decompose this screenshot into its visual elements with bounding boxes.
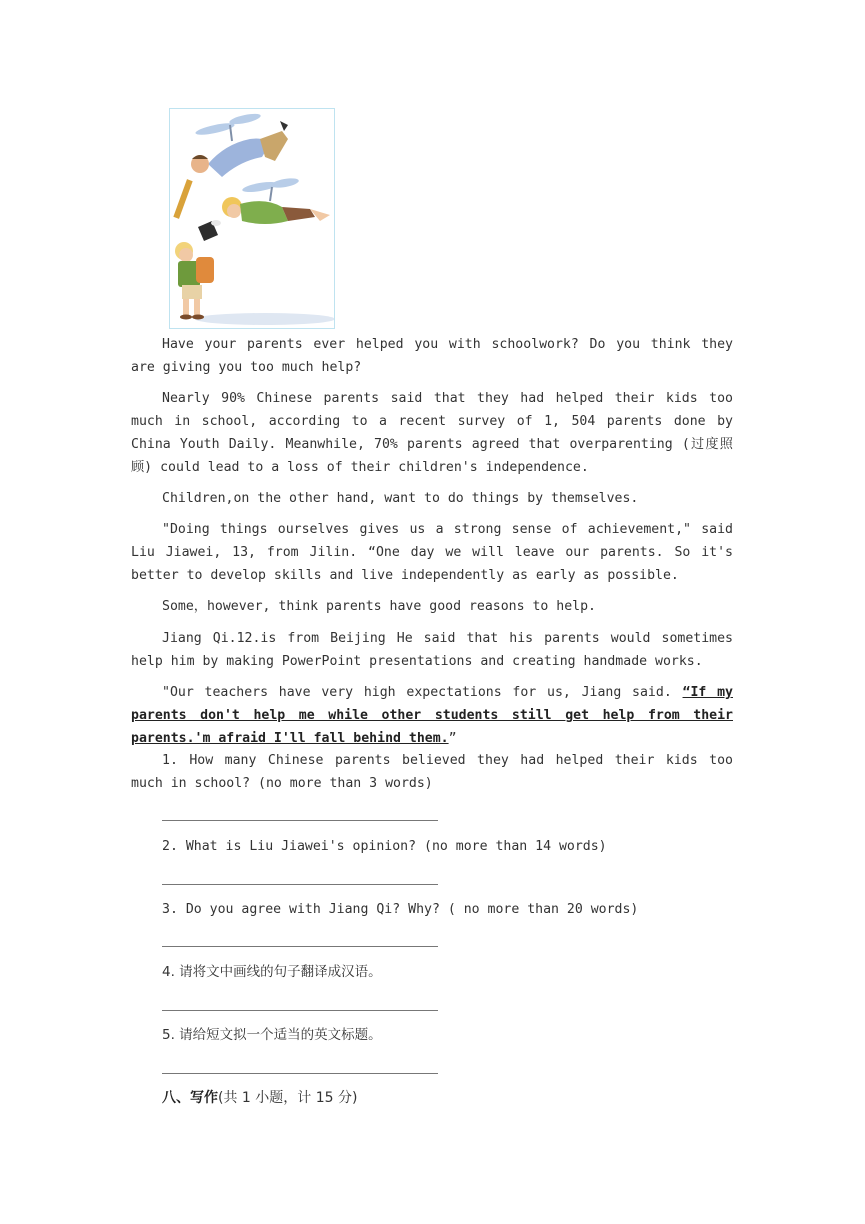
question-3: 3. Do you agree with Jiang Qi? Why? ( no more than 20 words) [162, 902, 639, 917]
quote-end: ” [448, 731, 457, 746]
question-2: 2. What is Liu Jiawei's opinion? (no more than 14 words) [162, 839, 607, 854]
answer-line-2[interactable] [162, 884, 438, 885]
paragraph-text: Have your parents ever helped you with schoolwork? Do you think they are giving you too much help? [131, 337, 733, 375]
section-title-rest: (共 1 小题，计 15 分) [218, 1090, 358, 1106]
passage-paragraph-3 [131, 487, 733, 510]
passage-paragraph-7 [131, 681, 733, 750]
question-4: 4. 请将文中画线的句子翻译成汉语。 [162, 964, 382, 980]
passage-paragraph-2 [131, 387, 733, 479]
answer-line-1[interactable] [162, 820, 438, 821]
paragraph-text: "Doing things ourselves gives us a strong sense of achievement," said Liu Jiawei, 13, from Jilin. “One day we will leave our parents. So it's better to develop skills and live independently as early as possible. [131, 522, 733, 583]
underlined-sentence: “If my parents don't help me while other students still get help from their parents.'m afraid I'll fall behind them. [131, 685, 733, 746]
answer-line-4[interactable] [162, 1010, 438, 1011]
quote-start: "Our teachers have very high expectations for us, Jiang said. [162, 685, 683, 700]
passage-paragraph-1 [131, 333, 733, 379]
section-title-bold: 八、写作 [162, 1090, 218, 1106]
paragraph-text: Nearly 90% Chinese parents said that they had helped their kids too much in school, according to a recent survey of 1, 504 parents done by China Youth Daily. Meanwhile, 70% parents agreed that overparenting (过度照顾) could lead to a loss of their children's independence. [131, 391, 733, 475]
paragraph-text: Children,on the other hand, want to do things by themselves. [162, 491, 639, 506]
question-1 [131, 749, 733, 795]
answer-line-3[interactable] [162, 946, 438, 947]
question-5: 5. 请给短文拟一个适当的英文标题。 [162, 1027, 382, 1043]
paragraph-text [131, 681, 733, 750]
passage-paragraph-6 [131, 627, 733, 673]
passage-paragraph-5 [131, 595, 733, 618]
question-text: 1. How many Chinese parents believed they had helped their kids too much in school? (no more than 3 words) [131, 753, 733, 791]
paragraph-text: Jiang Qi.12.is from Beijing He said that his parents would sometimes help him by making PowerPoint presentations and creating handmade works. [131, 631, 733, 669]
passage-paragraph-4 [131, 518, 733, 587]
answer-line-5[interactable] [162, 1073, 438, 1074]
paragraph-text: Some，however, think parents have good reasons to help. [162, 599, 596, 614]
writing-section-title [162, 1087, 357, 1110]
helicopter-parents-illustration [169, 108, 335, 329]
